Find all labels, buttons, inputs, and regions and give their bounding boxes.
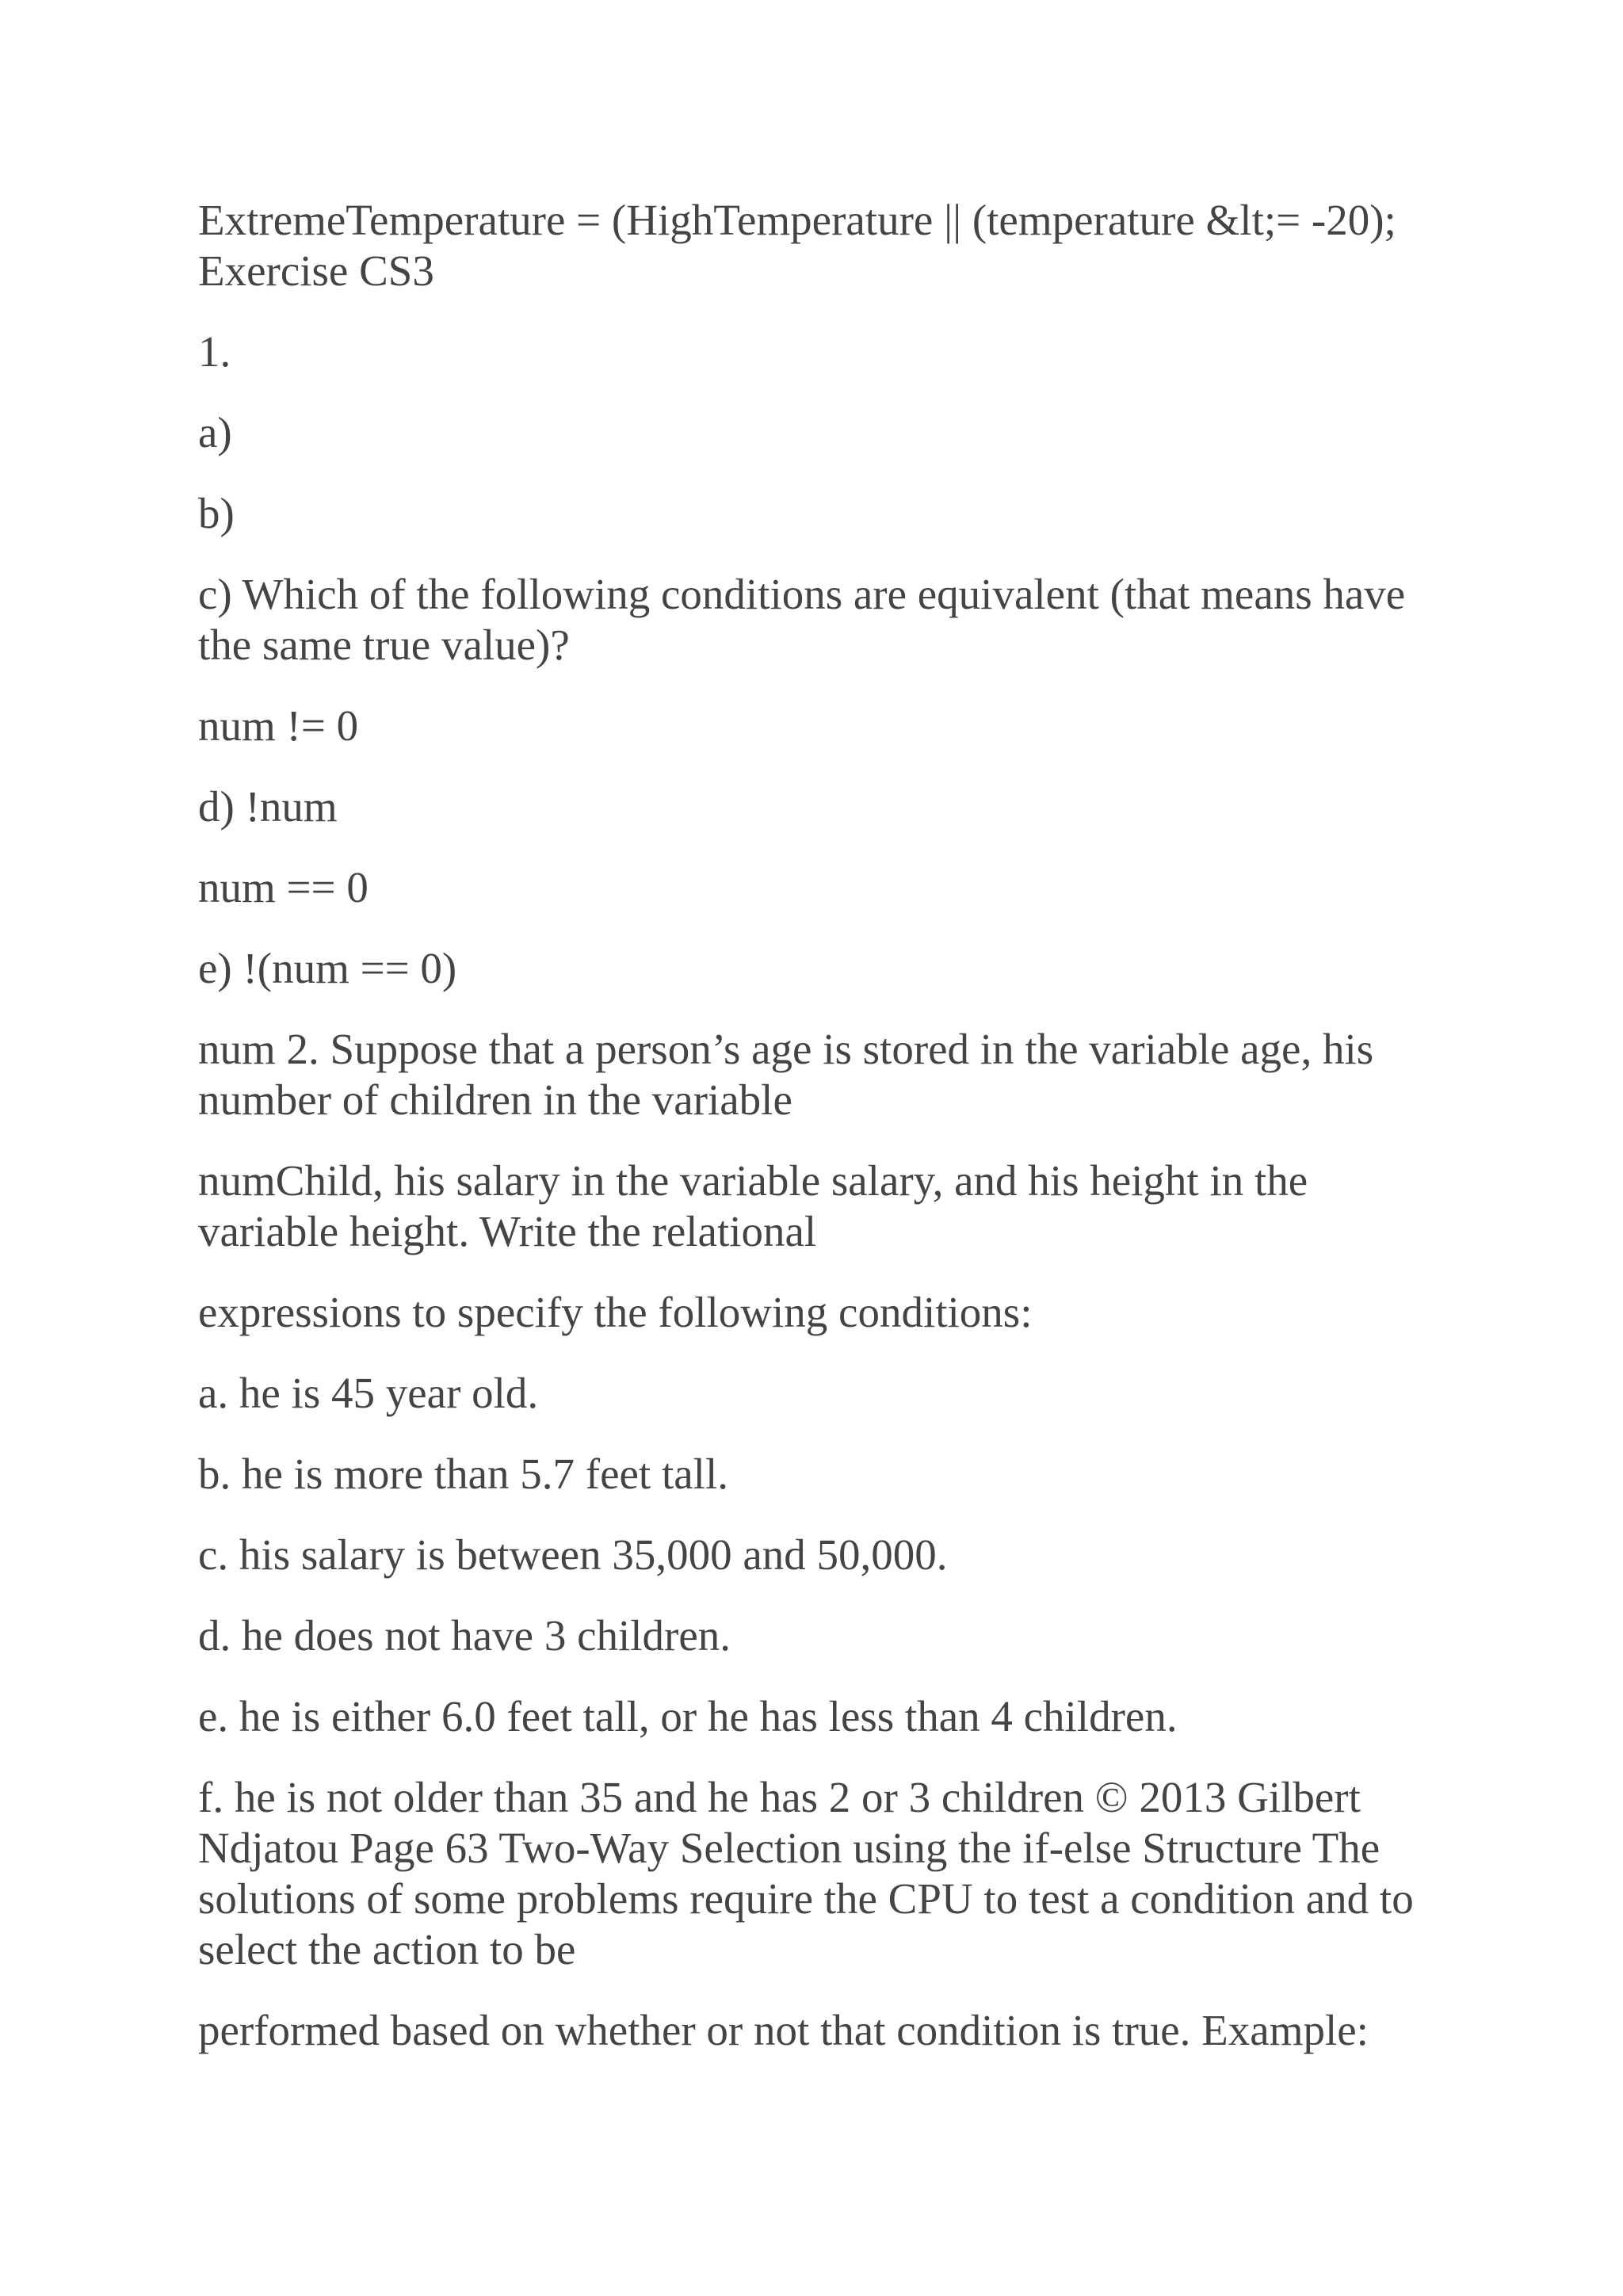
text-line: numChild, his salary in the variable salary, and his height in the	[198, 1156, 1308, 1205]
text-line: select the action to be	[198, 1925, 576, 1973]
paragraph-num-equals-zero	[198, 862, 1434, 913]
paragraph-item-d	[198, 781, 1434, 832]
paragraph-num-not-zero	[198, 701, 1434, 751]
paragraph-extreme-temperature	[198, 195, 1434, 296]
text-line: number of children in the variable	[198, 1075, 792, 1124]
paragraph-condition-a	[198, 1368, 1434, 1419]
text-line: ExtremeTemperature = (HighTemperature || (temperature &lt;= -20);	[198, 196, 1396, 244]
paragraph-condition-d	[198, 1610, 1434, 1661]
paragraph-condition-c	[198, 1530, 1434, 1580]
paragraph-variables	[198, 1156, 1434, 1257]
paragraph-item-c	[198, 569, 1434, 670]
paragraph-question-2	[198, 1024, 1434, 1125]
text-line: performed based on whether or not that condition is true. Example:	[198, 2006, 1369, 2054]
text-line: a. he is 45 year old.	[198, 1369, 539, 1417]
text-line: a)	[198, 408, 232, 457]
text-line: e) !(num == 0)	[198, 944, 457, 992]
text-line: c. his salary is between 35,000 and 50,000.	[198, 1530, 948, 1579]
text-line: expressions to specify the following conditions:	[198, 1288, 1033, 1336]
paragraph-condition-f	[198, 1772, 1434, 1975]
paragraph-condition-e	[198, 1691, 1434, 1742]
text-line: num != 0	[198, 701, 359, 750]
text-line: num == 0	[198, 863, 369, 911]
paragraph-expressions	[198, 1287, 1434, 1338]
paragraph-condition-b	[198, 1449, 1434, 1499]
paragraph-item-b	[198, 488, 1434, 539]
text-line: c) Which of the following conditions are equivalent (that means have	[198, 570, 1406, 618]
paragraph-item-1	[198, 327, 1434, 377]
text-line: num 2. Suppose that a person’s age is stored in the variable age, his	[198, 1025, 1374, 1073]
text-line: 1.	[198, 327, 231, 376]
text-line: b. he is more than 5.7 feet tall.	[198, 1450, 728, 1498]
paragraph-item-e	[198, 943, 1434, 994]
paragraph-item-a	[198, 407, 1434, 458]
text-line: b)	[198, 489, 235, 537]
text-line: f. he is not older than 35 and he has 2 or 3 children © 2013 Gilbert	[198, 1773, 1361, 1821]
text-line: e. he is either 6.0 feet tall, or he has less than 4 children.	[198, 1692, 1178, 1740]
text-line: solutions of some problems require the CPU to test a condition and to	[198, 1874, 1414, 1923]
text-line: d) !num	[198, 782, 338, 831]
document-body	[198, 195, 1434, 2086]
text-line: Ndjatou Page 63 Two-Way Selection using the if-else Structure The	[198, 1824, 1381, 1872]
text-line: d. he does not have 3 children.	[198, 1611, 731, 1660]
exercise-heading: Exercise CS3	[198, 246, 434, 295]
text-line: variable height. Write the relational	[198, 1207, 817, 1255]
text-line: the same true value)?	[198, 621, 570, 669]
paragraph-example	[198, 2005, 1434, 2056]
